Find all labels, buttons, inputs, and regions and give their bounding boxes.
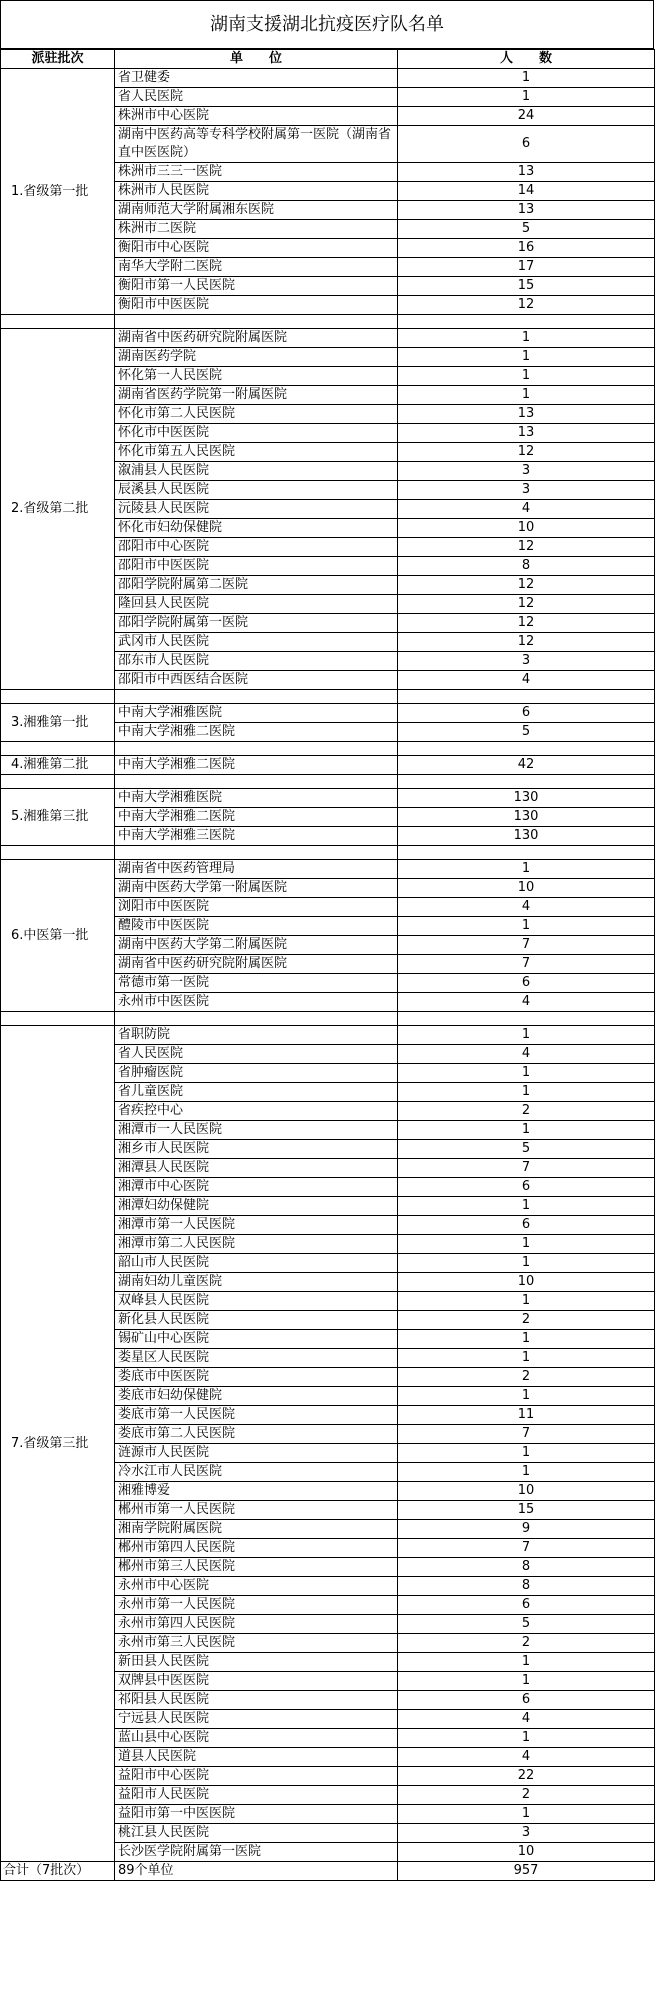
unit-name: 宁远县人民医院 [115, 1710, 398, 1729]
unit-name: 醴陵市中医医院 [115, 917, 398, 936]
unit-name: 省儿童医院 [115, 1083, 398, 1102]
member-count: 130 [398, 789, 655, 808]
batch-label: 6.中医第一批 [1, 860, 115, 1012]
unit-name: 辰溪县人民医院 [115, 481, 398, 500]
member-count: 5 [398, 1140, 655, 1159]
member-count: 6 [398, 1691, 655, 1710]
member-count: 12 [398, 633, 655, 652]
unit-name: 邵阳学院附属第二医院 [115, 576, 398, 595]
unit-name: 衡阳市中医医院 [115, 296, 398, 315]
member-count: 7 [398, 936, 655, 955]
unit-name: 郴州市第一人民医院 [115, 1501, 398, 1520]
unit-name: 湖南省中医药研究院附属医院 [115, 955, 398, 974]
blank-cell [115, 775, 398, 789]
unit-name: 娄底市第二人民医院 [115, 1425, 398, 1444]
unit-name: 湖南医药学院 [115, 348, 398, 367]
blank-cell [398, 846, 655, 860]
table-row [1, 704, 655, 723]
unit-name: 新化县人民医院 [115, 1311, 398, 1330]
unit-name: 郴州市第三人民医院 [115, 1558, 398, 1577]
unit-name: 湘潭市中心医院 [115, 1178, 398, 1197]
member-count: 6 [398, 1178, 655, 1197]
member-count: 4 [398, 1748, 655, 1767]
unit-name: 双牌县中医医院 [115, 1672, 398, 1691]
blank-cell [398, 1012, 655, 1026]
unit-name: 邵阳市中西医结合医院 [115, 671, 398, 690]
unit-name: 湘乡市人民医院 [115, 1140, 398, 1159]
blank-cell [1, 1012, 115, 1026]
unit-name: 韶山市人民医院 [115, 1254, 398, 1273]
member-count: 24 [398, 107, 655, 126]
blank-cell [398, 742, 655, 756]
unit-name: 双峰县人民医院 [115, 1292, 398, 1311]
header-count: 人 数 [398, 50, 655, 69]
blank-cell [115, 1012, 398, 1026]
member-count: 15 [398, 277, 655, 296]
unit-name: 株洲市二医院 [115, 220, 398, 239]
unit-name: 湘雅博爱 [115, 1482, 398, 1501]
member-count: 1 [398, 1026, 655, 1045]
unit-name: 常德市第一医院 [115, 974, 398, 993]
member-count: 13 [398, 405, 655, 424]
member-count: 1 [398, 69, 655, 88]
member-count: 2 [398, 1786, 655, 1805]
member-count: 5 [398, 723, 655, 742]
member-count: 7 [398, 1539, 655, 1558]
unit-name: 武冈市人民医院 [115, 633, 398, 652]
member-count: 1 [398, 1349, 655, 1368]
unit-name: 省卫健委 [115, 69, 398, 88]
unit-name: 永州市中医医院 [115, 993, 398, 1012]
unit-name: 湖南省中医药研究院附属医院 [115, 329, 398, 348]
unit-name: 湘潭妇幼保健院 [115, 1197, 398, 1216]
unit-name: 湖南省医药学院第一附属医院 [115, 386, 398, 405]
separator-row [1, 1012, 655, 1026]
member-count: 1 [398, 88, 655, 107]
unit-name: 湘潭市一人民医院 [115, 1121, 398, 1140]
separator-row [1, 690, 655, 704]
member-count: 7 [398, 955, 655, 974]
member-count: 16 [398, 239, 655, 258]
member-count: 1 [398, 1387, 655, 1406]
member-count: 8 [398, 557, 655, 576]
unit-name: 道县人民医院 [115, 1748, 398, 1767]
unit-name: 怀化市第五人民医院 [115, 443, 398, 462]
member-count: 130 [398, 808, 655, 827]
batch-label: 1.省级第一批 [1, 69, 115, 315]
unit-name: 永州市第三人民医院 [115, 1634, 398, 1653]
member-count: 7 [398, 1159, 655, 1178]
member-count: 4 [398, 1710, 655, 1729]
unit-name: 湘南学院附属医院 [115, 1520, 398, 1539]
blank-cell [1, 315, 115, 329]
unit-name: 省疾控中心 [115, 1102, 398, 1121]
unit-name: 永州市中心医院 [115, 1577, 398, 1596]
member-count: 2 [398, 1634, 655, 1653]
unit-name: 郴州市第四人民医院 [115, 1539, 398, 1558]
unit-name: 蓝山县中心医院 [115, 1729, 398, 1748]
member-count: 1 [398, 348, 655, 367]
total-label: 合计（7批次） [1, 1862, 115, 1881]
member-count: 1 [398, 1330, 655, 1349]
unit-name: 省人民医院 [115, 1045, 398, 1064]
member-count: 1 [398, 1083, 655, 1102]
batch-label: 2.省级第二批 [1, 329, 115, 690]
table-row [1, 329, 655, 348]
member-count: 6 [398, 704, 655, 723]
member-count: 2 [398, 1368, 655, 1387]
member-count: 9 [398, 1520, 655, 1539]
table-row [1, 756, 655, 775]
batch-label: 5.湘雅第三批 [1, 789, 115, 846]
unit-name: 锡矿山中心医院 [115, 1330, 398, 1349]
member-count: 3 [398, 652, 655, 671]
member-count: 2 [398, 1102, 655, 1121]
unit-name: 邵阳学院附属第一医院 [115, 614, 398, 633]
member-count: 1 [398, 1254, 655, 1273]
unit-name: 桃江县人民医院 [115, 1824, 398, 1843]
member-count: 6 [398, 974, 655, 993]
member-count: 3 [398, 481, 655, 500]
batch-label: 3.湘雅第一批 [1, 704, 115, 742]
unit-name: 怀化市妇幼保健院 [115, 519, 398, 538]
blank-cell [115, 742, 398, 756]
member-count: 8 [398, 1577, 655, 1596]
blank-cell [1, 775, 115, 789]
member-count: 6 [398, 1216, 655, 1235]
unit-name: 中南大学湘雅医院 [115, 789, 398, 808]
unit-name: 娄底市妇幼保健院 [115, 1387, 398, 1406]
member-count: 1 [398, 1197, 655, 1216]
unit-name: 湖南中医药大学第一附属医院 [115, 879, 398, 898]
medical-team-table [0, 49, 655, 1881]
unit-name: 中南大学湘雅医院 [115, 704, 398, 723]
batch-label: 7.省级第三批 [1, 1026, 115, 1862]
member-count: 13 [398, 163, 655, 182]
member-count: 10 [398, 1273, 655, 1292]
member-count: 3 [398, 462, 655, 481]
member-count: 10 [398, 879, 655, 898]
member-count: 1 [398, 1672, 655, 1691]
member-count: 7 [398, 1425, 655, 1444]
unit-name: 省肿瘤医院 [115, 1064, 398, 1083]
unit-name: 湖南中医药高等专科学校附属第一医院（湖南省直中医医院） [115, 126, 398, 163]
unit-name: 邵阳市中心医院 [115, 538, 398, 557]
member-count: 1 [398, 1235, 655, 1254]
blank-cell [398, 775, 655, 789]
unit-name: 隆回县人民医院 [115, 595, 398, 614]
unit-name: 益阳市第一中医医院 [115, 1805, 398, 1824]
member-count: 12 [398, 614, 655, 633]
table-row [1, 860, 655, 879]
blank-cell [1, 742, 115, 756]
table-row [1, 1026, 655, 1045]
member-count: 42 [398, 756, 655, 775]
member-count: 1 [398, 1444, 655, 1463]
member-count: 1 [398, 1805, 655, 1824]
member-count: 4 [398, 671, 655, 690]
unit-name: 怀化市中医医院 [115, 424, 398, 443]
unit-name: 怀化第一人民医院 [115, 367, 398, 386]
member-count: 5 [398, 1615, 655, 1634]
unit-name: 浏阳市中医医院 [115, 898, 398, 917]
sheet-title: 湖南支援湖北抗疫医疗队名单 [0, 0, 654, 49]
table-row [1, 789, 655, 808]
member-count: 1 [398, 1729, 655, 1748]
header-batch: 派驻批次 [1, 50, 115, 69]
member-count: 12 [398, 296, 655, 315]
unit-name: 涟源市人民医院 [115, 1444, 398, 1463]
unit-name: 沅陵县人民医院 [115, 500, 398, 519]
blank-cell [398, 315, 655, 329]
member-count: 130 [398, 827, 655, 846]
unit-name: 祁阳县人民医院 [115, 1691, 398, 1710]
table-body [1, 69, 655, 1862]
member-count: 22 [398, 1767, 655, 1786]
batch-label: 4.湘雅第二批 [1, 756, 115, 775]
unit-name: 永州市第四人民医院 [115, 1615, 398, 1634]
blank-cell [398, 690, 655, 704]
member-count: 1 [398, 917, 655, 936]
member-count: 4 [398, 993, 655, 1012]
member-count: 10 [398, 1482, 655, 1501]
unit-name: 湖南师范大学附属湘东医院 [115, 201, 398, 220]
member-count: 1 [398, 1653, 655, 1672]
unit-name: 邵东市人民医院 [115, 652, 398, 671]
member-count: 1 [398, 1121, 655, 1140]
member-count: 12 [398, 595, 655, 614]
separator-row [1, 846, 655, 860]
member-count: 1 [398, 860, 655, 879]
member-count: 3 [398, 1824, 655, 1843]
unit-name: 湘潭县人民医院 [115, 1159, 398, 1178]
unit-name: 中南大学湘雅二医院 [115, 756, 398, 775]
separator-row [1, 315, 655, 329]
unit-name: 怀化市第二人民医院 [115, 405, 398, 424]
member-count: 1 [398, 367, 655, 386]
member-count: 1 [398, 329, 655, 348]
unit-name: 衡阳市第一人民医院 [115, 277, 398, 296]
member-count: 2 [398, 1311, 655, 1330]
member-count: 12 [398, 538, 655, 557]
member-count: 5 [398, 220, 655, 239]
blank-cell [115, 846, 398, 860]
member-count: 8 [398, 1558, 655, 1577]
unit-name: 中南大学湘雅二医院 [115, 808, 398, 827]
unit-name: 湖南省中医药管理局 [115, 860, 398, 879]
unit-name: 益阳市人民医院 [115, 1786, 398, 1805]
blank-cell [115, 315, 398, 329]
header-row [1, 50, 655, 69]
separator-row [1, 775, 655, 789]
unit-name: 株洲市人民医院 [115, 182, 398, 201]
unit-name: 株洲市中心医院 [115, 107, 398, 126]
member-count: 10 [398, 1843, 655, 1862]
unit-name: 永州市第一人民医院 [115, 1596, 398, 1615]
unit-name: 衡阳市中心医院 [115, 239, 398, 258]
unit-name: 冷水江市人民医院 [115, 1463, 398, 1482]
member-count: 14 [398, 182, 655, 201]
unit-name: 益阳市中心医院 [115, 1767, 398, 1786]
unit-name: 溆浦县人民医院 [115, 462, 398, 481]
member-count: 1 [398, 1463, 655, 1482]
member-count: 6 [398, 1596, 655, 1615]
unit-name: 娄底市第一人民医院 [115, 1406, 398, 1425]
member-count: 11 [398, 1406, 655, 1425]
unit-name: 株洲市三三一医院 [115, 163, 398, 182]
unit-name: 省人民医院 [115, 88, 398, 107]
member-count: 12 [398, 576, 655, 595]
unit-name: 长沙医学院附属第一医院 [115, 1843, 398, 1862]
member-count: 10 [398, 519, 655, 538]
member-count: 6 [398, 126, 655, 163]
unit-name: 湖南中医药大学第二附属医院 [115, 936, 398, 955]
unit-name: 湖南妇幼儿童医院 [115, 1273, 398, 1292]
member-count: 1 [398, 1292, 655, 1311]
table-row [1, 69, 655, 88]
unit-name: 邵阳市中医医院 [115, 557, 398, 576]
member-count: 4 [398, 1045, 655, 1064]
unit-name: 中南大学湘雅二医院 [115, 723, 398, 742]
unit-name: 湘潭市第二人民医院 [115, 1235, 398, 1254]
blank-cell [115, 690, 398, 704]
unit-name: 省职防院 [115, 1026, 398, 1045]
unit-name: 娄底市中医医院 [115, 1368, 398, 1387]
member-count: 4 [398, 898, 655, 917]
member-count: 13 [398, 424, 655, 443]
member-count: 1 [398, 386, 655, 405]
member-count: 1 [398, 1064, 655, 1083]
unit-name: 湘潭市第一人民医院 [115, 1216, 398, 1235]
total-row [1, 1862, 655, 1881]
blank-cell [1, 690, 115, 704]
unit-name: 南华大学附二医院 [115, 258, 398, 277]
total-count: 957 [398, 1862, 655, 1881]
unit-name: 中南大学湘雅三医院 [115, 827, 398, 846]
member-count: 15 [398, 1501, 655, 1520]
blank-cell [1, 846, 115, 860]
member-count: 12 [398, 443, 655, 462]
member-count: 17 [398, 258, 655, 277]
member-count: 13 [398, 201, 655, 220]
header-unit: 单 位 [115, 50, 398, 69]
unit-name: 娄星区人民医院 [115, 1349, 398, 1368]
unit-name: 新田县人民医院 [115, 1653, 398, 1672]
separator-row [1, 742, 655, 756]
total-units: 89个单位 [115, 1862, 398, 1881]
member-count: 4 [398, 500, 655, 519]
